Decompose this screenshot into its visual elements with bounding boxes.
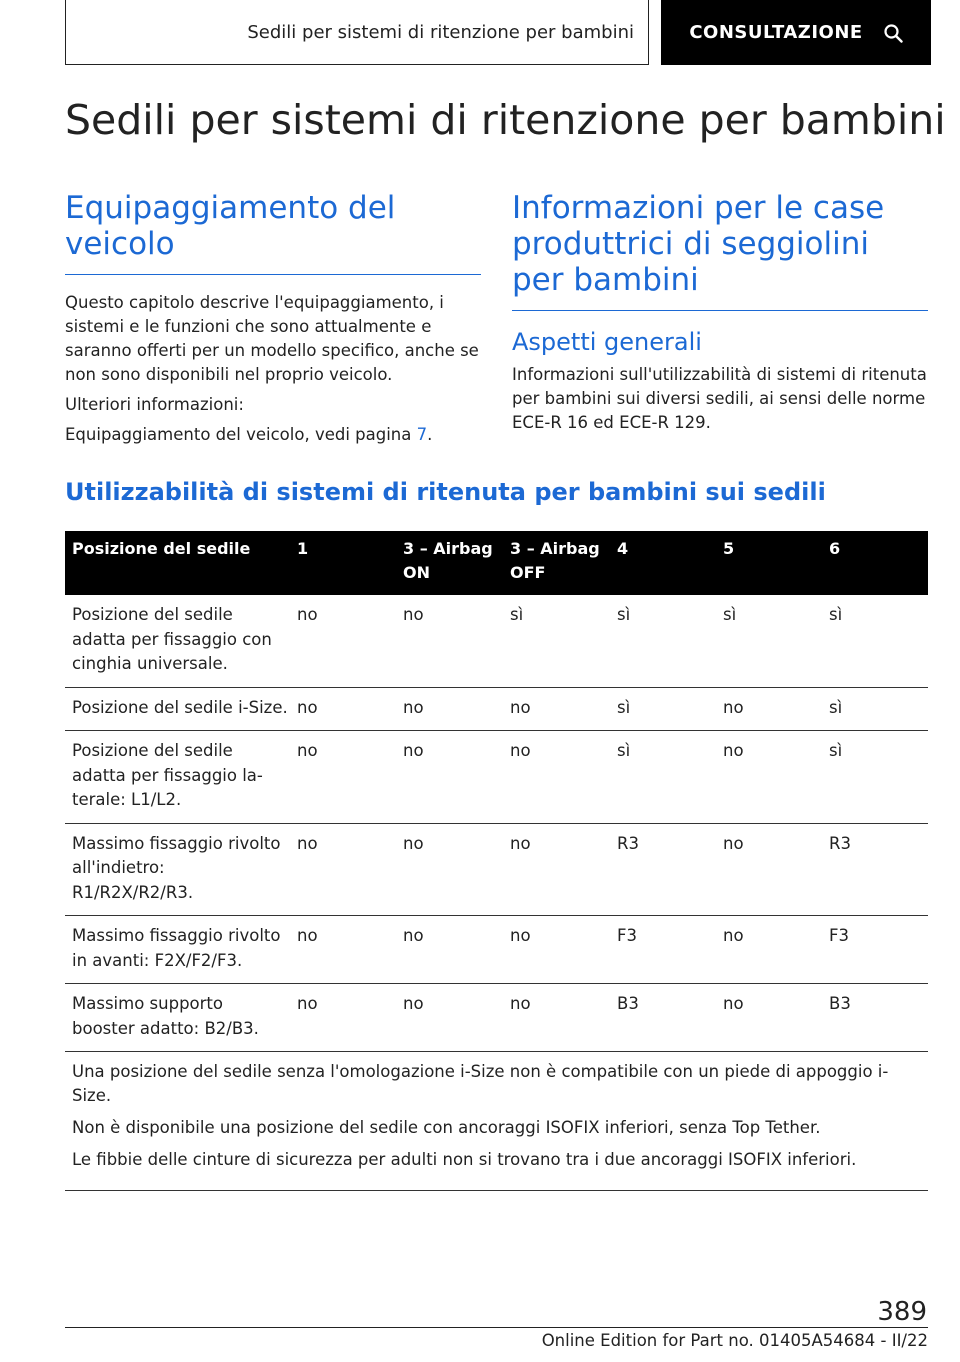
header-chapter-tab[interactable] xyxy=(661,0,931,65)
table-cell: F3 xyxy=(617,926,637,945)
table-row xyxy=(65,595,928,688)
table-cell: no xyxy=(723,833,744,853)
table-cell: sì xyxy=(829,605,843,624)
table-cell: no xyxy=(510,926,531,945)
table-row xyxy=(65,984,928,1052)
table-cell: no xyxy=(403,994,424,1013)
table-cell: B3 xyxy=(829,994,851,1013)
table-header-cell: 4 xyxy=(617,539,629,558)
table-cell: sì xyxy=(510,605,524,624)
equipment-reference xyxy=(65,423,481,447)
header-section-title xyxy=(65,0,649,65)
table-header-row xyxy=(65,531,928,595)
table-header-cell: Posizione del sedile xyxy=(72,539,251,558)
table-note: Le fibbie delle cinture di sicurezza per adulti non si trovano tra i due ancoraggi ISOFIX inferiori. xyxy=(72,1150,857,1169)
table-cell: sì xyxy=(829,741,843,760)
table-header-cell: 1 xyxy=(297,539,309,558)
table-cell: no xyxy=(403,605,424,624)
table-header-cell: 3 – Airbag OFF xyxy=(510,539,600,582)
table-cell: sì xyxy=(723,605,737,624)
page-title: Sedili per sistemi di ritenzione per bambini xyxy=(65,96,946,144)
seat-usability-table xyxy=(65,531,928,1191)
general-aspects-paragraph: Informazioni sull'utilizzabilità di sistemi di ritenuta per bambini sui diversi sedili, ai sensi delle norme ECE-R 16 ed ECE-R 129. xyxy=(512,365,927,432)
table-cell: Massimo supporto booster adatto: B2/B3. xyxy=(72,994,259,1038)
table-cell: F3 xyxy=(829,926,849,945)
table-note: Non è disponibile una posizione del sedile con ancoraggi ISOFIX inferiori, senza Top Tether. xyxy=(72,1118,821,1137)
table-cell: sì xyxy=(617,605,631,624)
table-cell: no xyxy=(297,697,318,717)
left-column xyxy=(65,190,481,453)
footer-divider xyxy=(65,1327,928,1328)
table-header-cell: 6 xyxy=(829,539,841,558)
table-cell: no xyxy=(297,926,318,945)
general-aspects-heading: Aspetti generali xyxy=(512,328,702,356)
table-cell: no xyxy=(297,833,318,853)
table-cell: no xyxy=(510,833,531,853)
table-cell: no xyxy=(403,833,424,853)
table-cell: no xyxy=(723,697,744,717)
table-cell: no xyxy=(403,741,424,760)
table-cell: Posizione del sedile adatta per fissaggio con cinghia universale. xyxy=(72,605,272,673)
table-cell: Massimo fissaggio rivolto in avanti: F2X/F2/F3. xyxy=(72,926,281,970)
footer-edition: Online Edition for Part no. 01405A54684 - II/22 xyxy=(541,1331,928,1350)
page-link[interactable]: 7 xyxy=(416,425,428,444)
equipment-reference-text: Equipaggiamento del veicolo, vedi pagina xyxy=(65,425,417,444)
equipment-paragraph: Questo capitolo descrive l'equipaggiamento, i sistemi e le funzioni che sono attualmente e saranno offerti per un modello specifico, anche se non sono disponibili nel proprio veicolo. xyxy=(65,293,479,384)
table-row xyxy=(65,731,928,824)
table-row xyxy=(65,916,928,984)
table-cell: Massimo fissaggio rivolto all'indietro: R1/R2X/R2/R3. xyxy=(72,833,281,902)
table-cell: no xyxy=(297,994,318,1013)
manufacturer-info-heading: Informazioni per le case produttrici di seggiolini per bambini xyxy=(512,190,928,311)
table-cell: no xyxy=(510,741,531,760)
equipment-reference-end: . xyxy=(427,425,433,444)
page-number: 389 xyxy=(877,1297,927,1327)
header-chapter-label: CONSULTAZIONE xyxy=(689,22,863,43)
table-cell: no xyxy=(723,994,744,1013)
table-cell: no xyxy=(297,605,318,624)
table-cell: sì xyxy=(617,697,631,717)
table-cell: no xyxy=(723,741,744,760)
search-icon[interactable] xyxy=(883,23,903,43)
table-note: Una posizione del sedile senza l'omologazione i-Size non è compatibile con un piede di appoggio i-Size. xyxy=(72,1062,889,1105)
more-info-label: Ulteriori informazioni: xyxy=(65,395,244,414)
table-cell: sì xyxy=(829,697,843,717)
table-cell: no xyxy=(510,697,531,717)
table-cell: R3 xyxy=(829,833,851,853)
page-header xyxy=(65,0,931,65)
table-cell: no xyxy=(403,697,424,717)
right-column xyxy=(512,190,928,441)
table-cell: Posizione del sedile i-Size. xyxy=(72,697,288,717)
table-cell: sì xyxy=(617,741,631,760)
vehicle-equipment-heading: Equipaggiamento del veicolo xyxy=(65,190,481,275)
table-notes xyxy=(65,1052,928,1191)
table-cell: R3 xyxy=(617,833,639,853)
table-row xyxy=(65,688,928,732)
table-cell: no xyxy=(297,741,318,760)
table-cell: no xyxy=(510,994,531,1013)
table-header-cell: 5 xyxy=(723,539,735,558)
table-heading: Utilizzabilità di sistemi di ritenuta per bambini sui sedili xyxy=(65,478,826,506)
table-row xyxy=(65,824,928,917)
table-cell: no xyxy=(403,926,424,945)
table-cell: B3 xyxy=(617,994,639,1013)
table-header-cell: 3 – Airbag ON xyxy=(403,539,493,582)
table-cell: no xyxy=(723,926,744,945)
header-section-title-text: Sedili per sistemi di ritenzione per bambini xyxy=(247,21,634,43)
table-cell: Posizione del sedile adatta per fissaggio laterale: L1/L2. xyxy=(72,741,263,809)
